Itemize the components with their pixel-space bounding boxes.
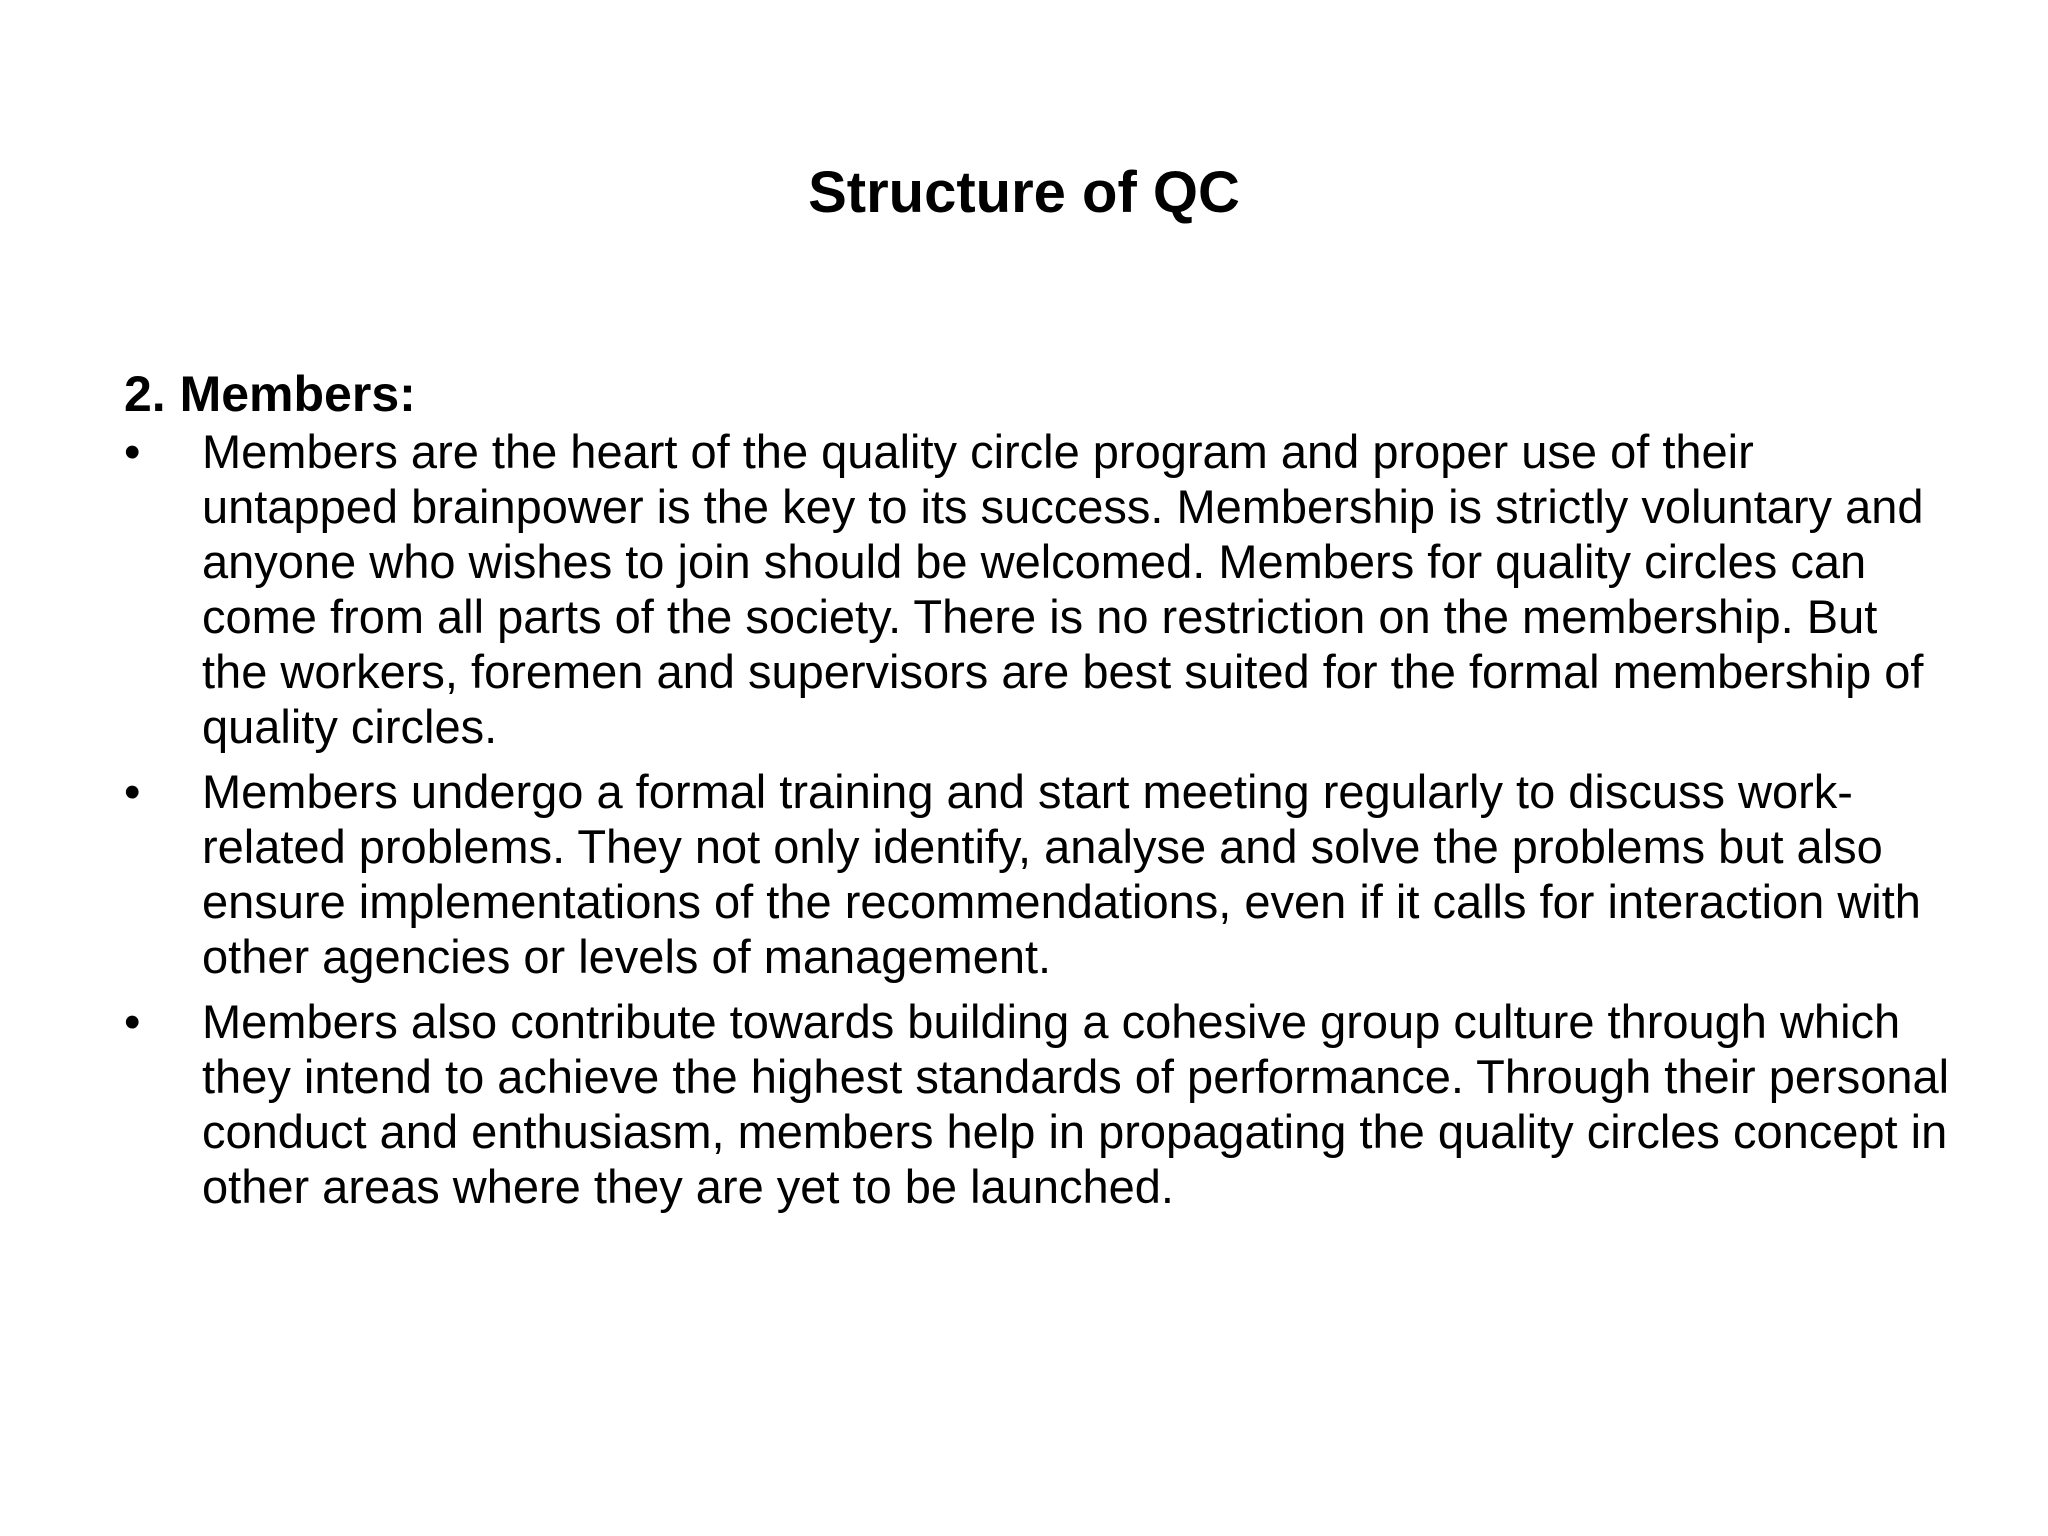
bullet-text: Members undergo a formal training and start meeting regularly to discuss work-related problems. They not only identify, analyse and solve the problems but also ensure implementations of the recommendations, even if it calls for interaction with other agencies or levels of management.	[202, 765, 1921, 983]
section-heading: 2. Members:	[124, 366, 416, 422]
bullet-item	[124, 424, 1954, 754]
bullet-item	[124, 994, 1954, 1214]
bullet-icon: •	[124, 765, 141, 818]
bullet-item	[124, 764, 1954, 984]
bullet-icon: •	[124, 425, 141, 478]
bullet-list	[124, 424, 1954, 1214]
slide-title: Structure of QC	[808, 160, 1240, 225]
bullet-text: Members are the heart of the quality circle program and proper use of their untapped brainpower is the key to its success. Membership is strictly voluntary and anyone who wishes to join should be welcomed. Members for quality circles can come from all parts of the society. There is no restriction on the membership. But the workers, foremen and supervisors are best suited for the formal membership of quality circles.	[202, 425, 1924, 753]
bullet-text: Members also contribute towards building a cohesive group culture through which they intend to achieve the highest standards of performance. Through their personal conduct and enthusiasm, members help in propagating the quality circles concept in other areas where they are yet to be launched.	[202, 995, 1950, 1213]
slide-content	[124, 364, 1954, 1214]
bullet-icon: •	[124, 995, 141, 1048]
